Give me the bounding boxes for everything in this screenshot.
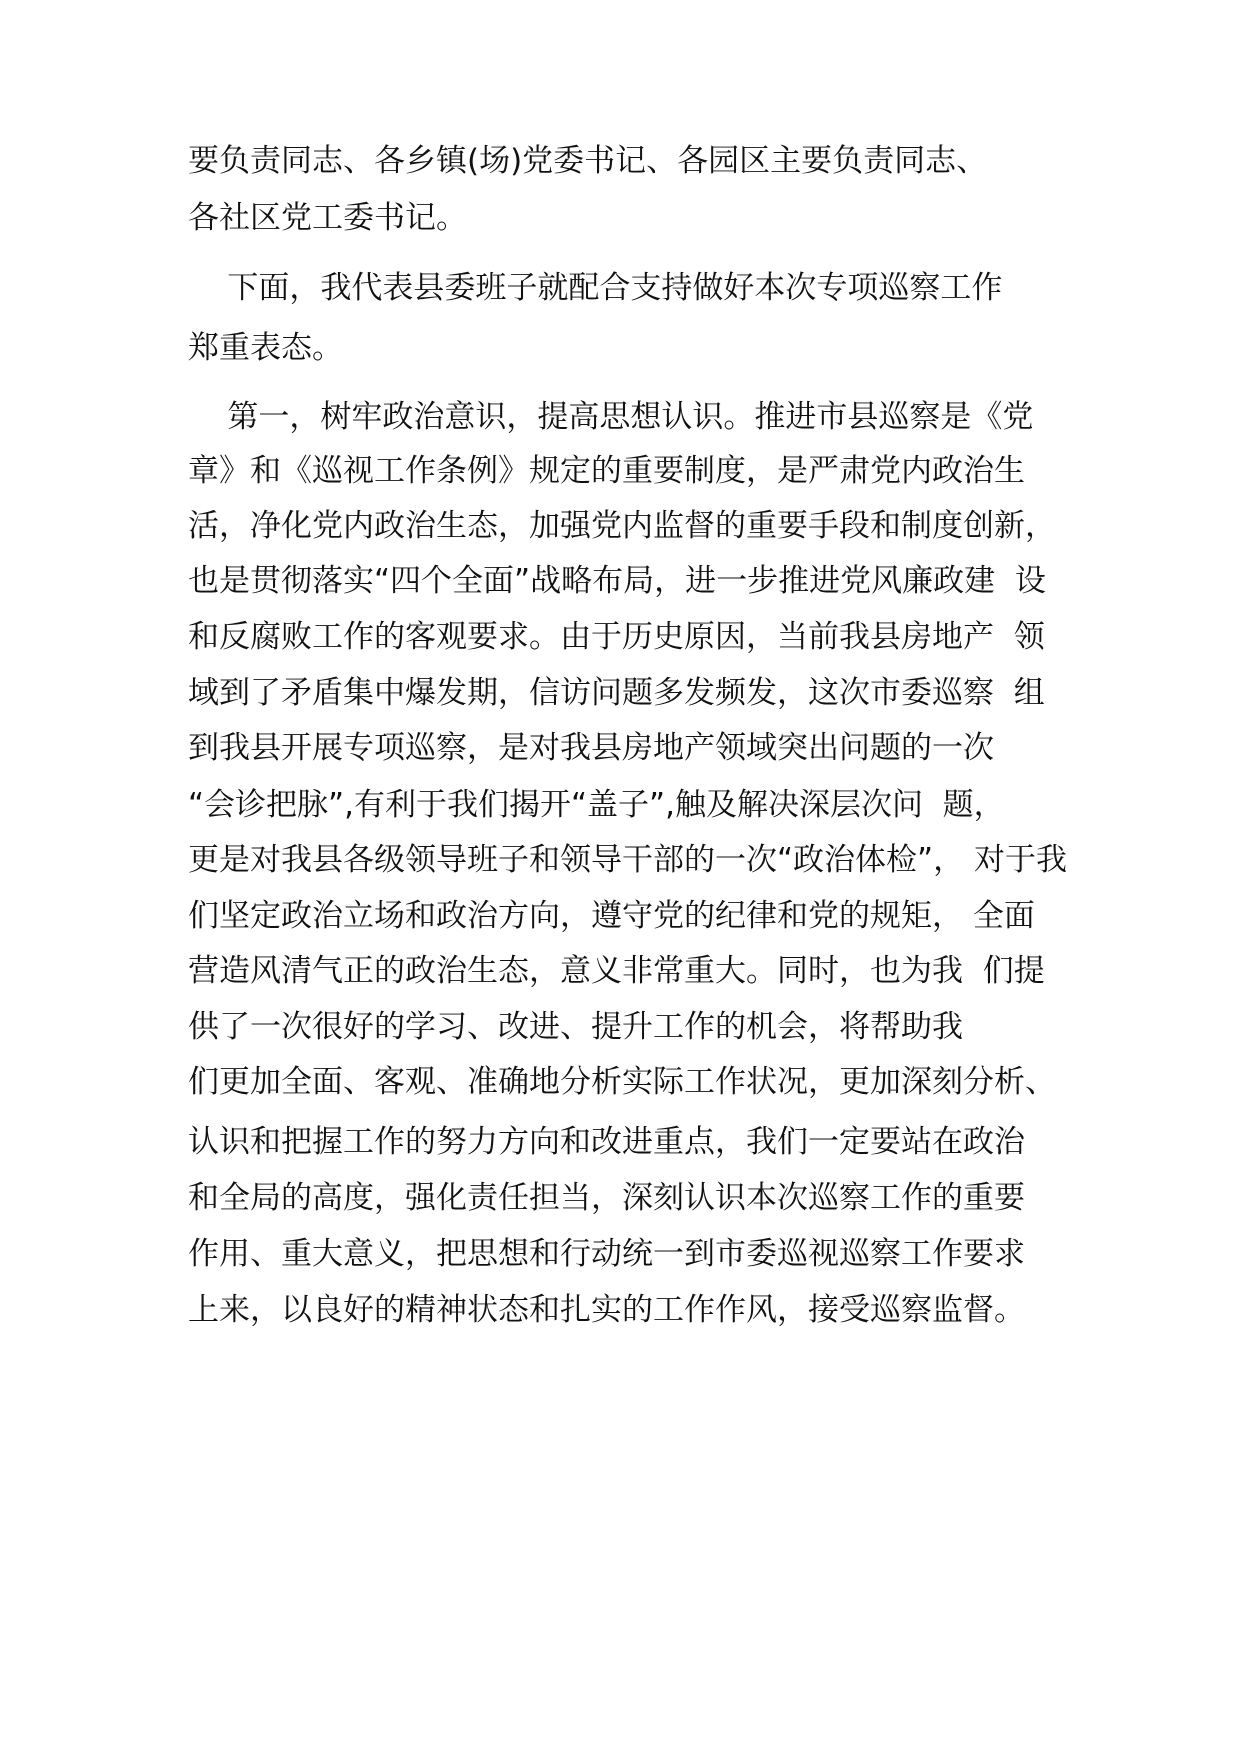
text-line: “会诊把脉”,有利于我们揭开“盖子”,触及解决深层次问 题， [188, 787, 1005, 823]
text-line: 也是贯彻落实“四个全面”战略布局，进一步推进党风廉政建 设 [188, 563, 1046, 599]
text-line: 上来，以良好的精神状态和扎实的工作作风，接受巡察监督。 [188, 1292, 1025, 1328]
text-line: 活，净化党内政治生态，加强党内监督的重要手段和制度创新， [188, 508, 1056, 544]
text-line: 各社区党工委书记。 [188, 200, 467, 236]
text-line: 认识和把握工作的努力方向和改进重点，我们一定要站在政治 [188, 1124, 1025, 1160]
text-line: 作用、重大意义，把思想和行动统一到市委巡视巡察工作要求 [188, 1236, 1025, 1272]
text-line: 要负责同志、各乡镇(场)党委书记、各园区主要负责同志、 [188, 143, 988, 179]
text-line: 和全局的高度，强化责任担当，深刻认识本次巡察工作的重要 [188, 1180, 1025, 1216]
text-line: 和反腐败工作的客观要求。由于历史原因，当前我县房地产 领 [188, 619, 1045, 655]
text-line: 供了一次很好的学习、改进、提升工作的机会，将帮助我 [188, 1009, 963, 1045]
text-line: 郑重表态。 [188, 330, 343, 366]
text-line: 域到了矛盾集中爆发期，信访问题多发频发，这次市委巡察 组 [188, 675, 1045, 711]
text-line: 营造风清气正的政治生态，意义非常重大。同时，也为我 们提 [188, 953, 1045, 989]
text-line: 们更加全面、客观、准确地分析实际工作状况，更加深刻分析、 [188, 1064, 1056, 1100]
text-line: 章》和《巡视工作条例》规定的重要制度，是严肃党内政治生 [188, 453, 1025, 489]
text-line: 第一，树牢政治意识，提高思想认识。推进市县巡察是《党 [188, 399, 1034, 435]
text-line: 到我县开展专项巡察，是对我县房地产领域突出问题的一次 [188, 730, 994, 766]
text-line: 更是对我县各级领导班子和领导干部的一次“政治体检”， 对于我 [188, 842, 1067, 878]
text-line: 下面，我代表县委班子就配合支持做好本次专项巡察工作 [188, 270, 1003, 306]
text-line: 们坚定政治立场和政治方向，遵守党的纪律和党的规矩， 全面 [188, 898, 1035, 934]
